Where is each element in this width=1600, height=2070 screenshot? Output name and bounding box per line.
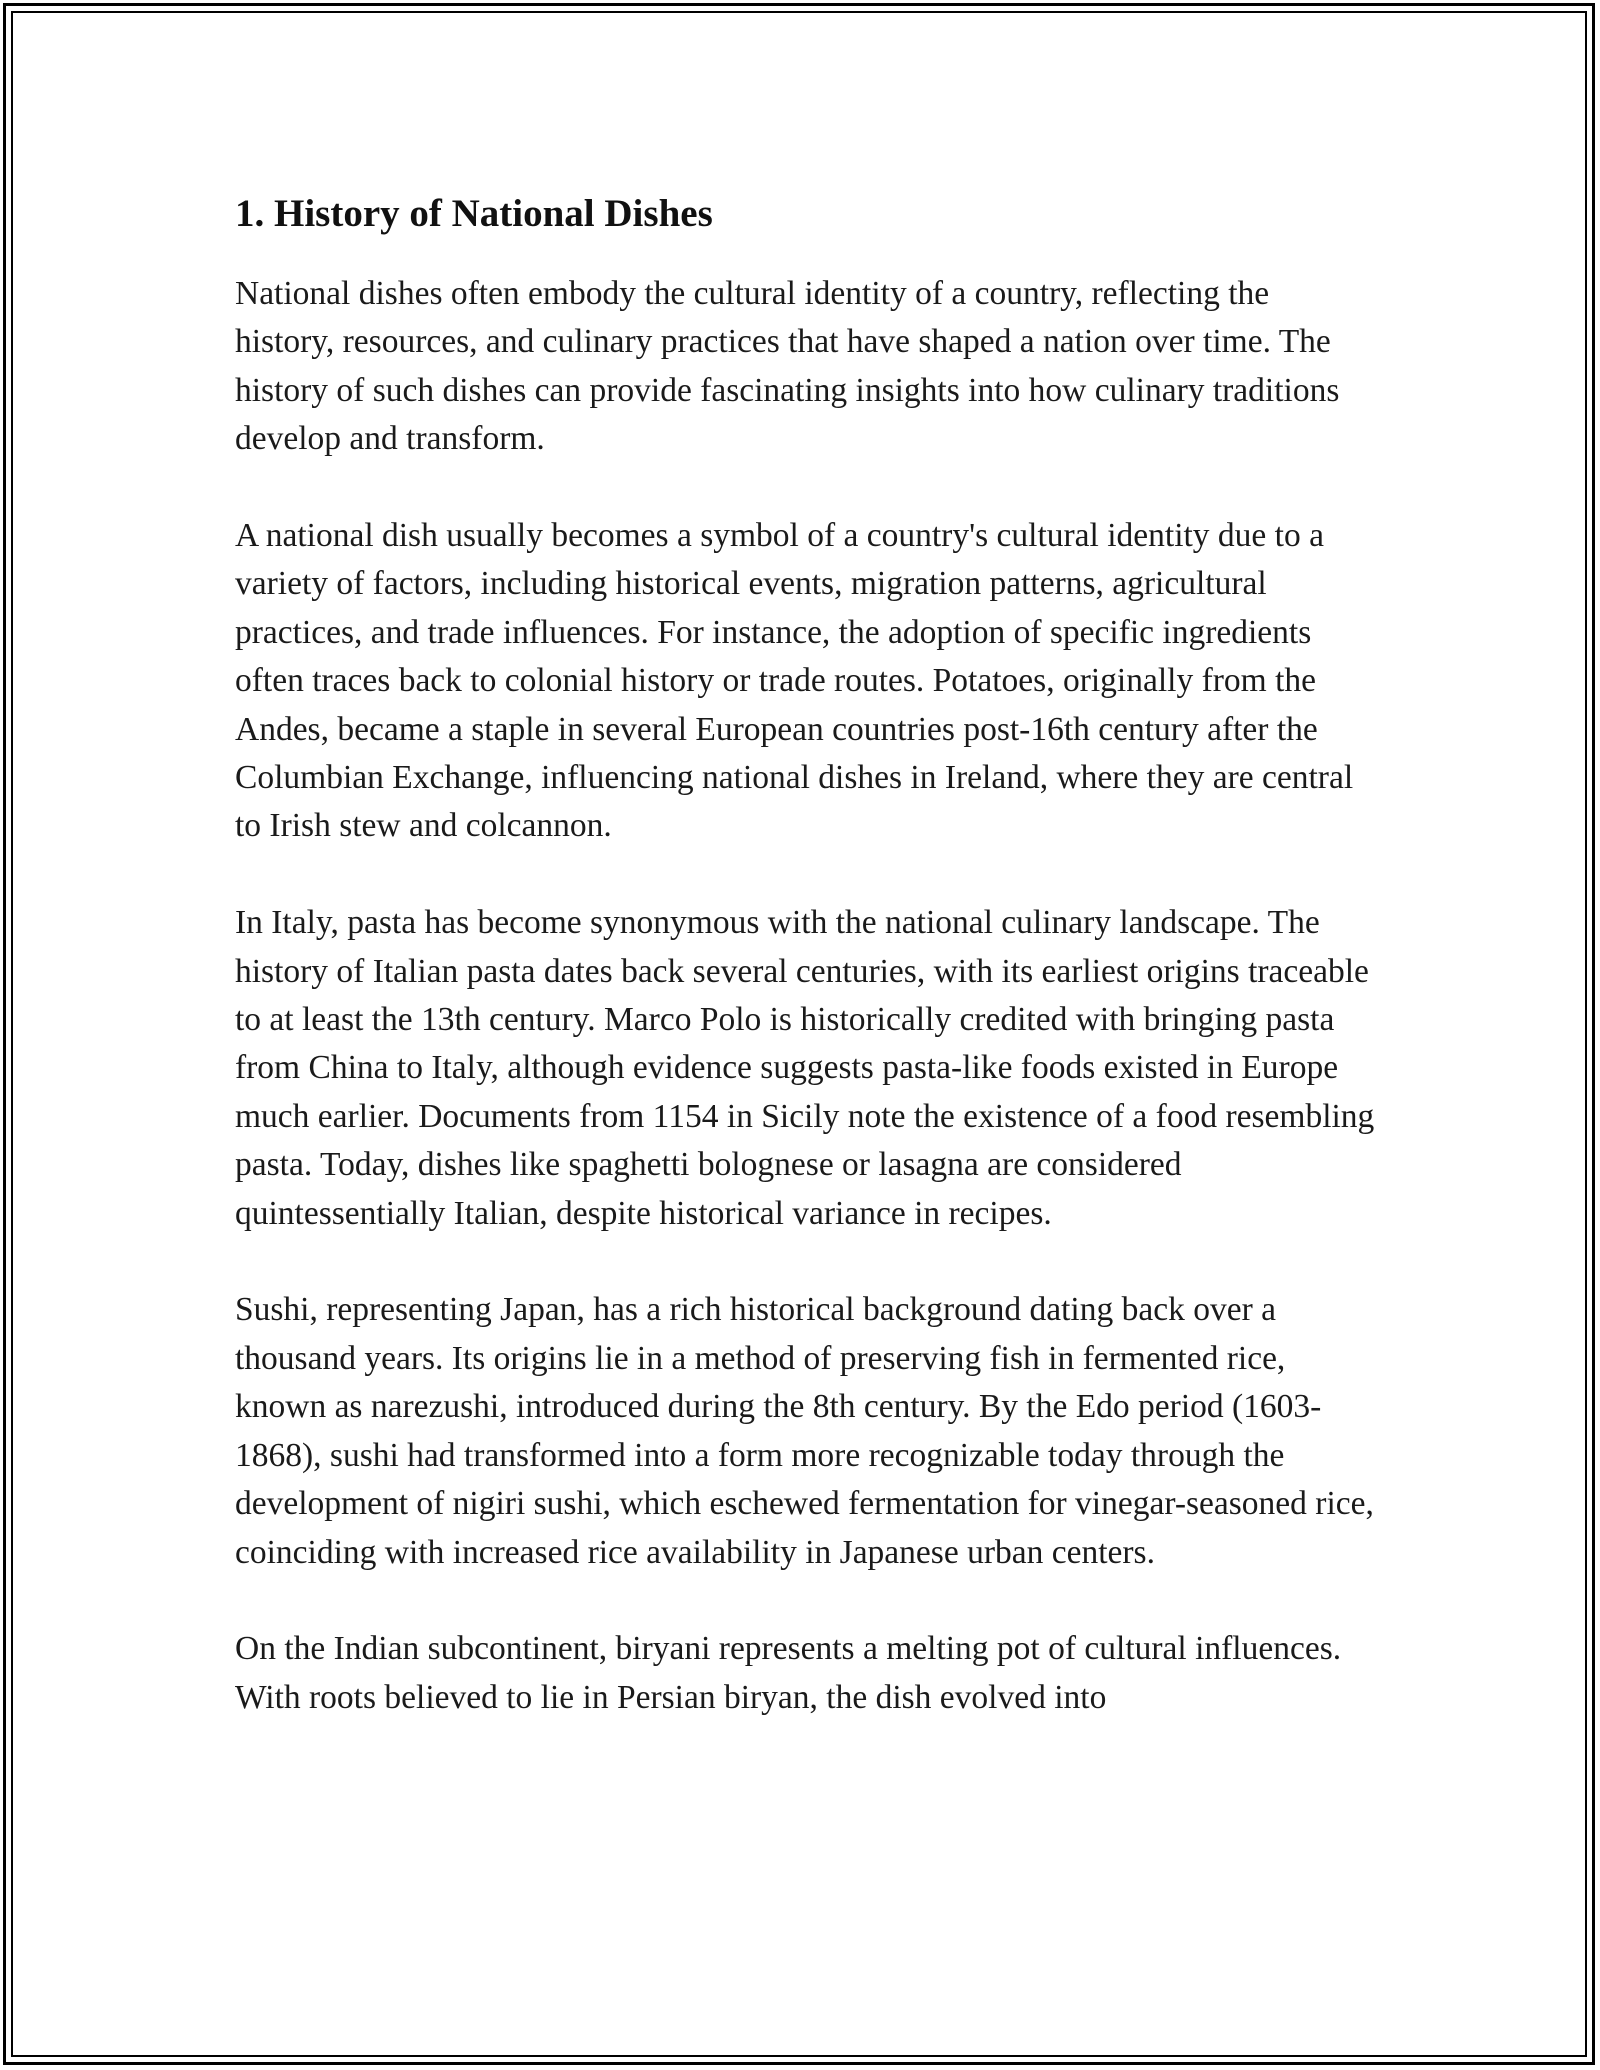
paragraph-italy: In Italy, pasta has become synonymous with the national culinary landscape. The history of Italian pasta dates back several centuries, with its earliest origins traceable to at least the 13th century. Marco Polo is historically credited with bringing pasta from China to Italy, although evidence suggests pasta-like foods existed in Europe much earlier. Documents from 1154 in Sicily note the existence of a food resembling pasta. Today, dishes like spaghetti bolognese or lasagna are considered quintessentially Italian, despite historical variance in recipes. <box>235 904 1375 1232</box>
section-heading: 1. History of National Dishes <box>235 192 713 235</box>
paragraph-intro: National dishes often embody the cultural identity of a country, reflecting the history, resources, and culinary practices that have shaped a nation over time. The history of such dishes can provide fascinating insights into how culinary traditions develop and transform. <box>235 275 1340 458</box>
paragraph-symbol: A national dish usually becomes a symbol of a country's cultural identity due to a variety of factors, including historical events, migration patterns, agricultural practices, and trade influences. For instance, the adoption of specific ingredients often traces back to colonial history or trade routes. Potatoes, originally from the Andes, became a staple in several European countries post-16th century after the Columbian Exchange, influencing national dishes in Ireland, where they are central to Irish stew and colcannon. <box>235 517 1354 845</box>
paragraph-india: On the Indian subcontinent, biryani represents a melting pot of cultural influences. With roots believed to lie in Persian biryan, the dish evolved into <box>235 1630 1342 1716</box>
document-body <box>235 188 1375 1771</box>
paragraph-japan: Sushi, representing Japan, has a rich historical background dating back over a thousand years. Its origins lie in a method of preserving fish in fermented rice, known as narezushi, introduced during the 8th century. By the Edo period (1603-1868), sushi had transformed into a form more recognizable today through the development of nigiri sushi, which eschewed fermentation for vinegar-seasoned rice, coinciding with increased rice availability in Japanese urban centers. <box>235 1291 1374 1571</box>
